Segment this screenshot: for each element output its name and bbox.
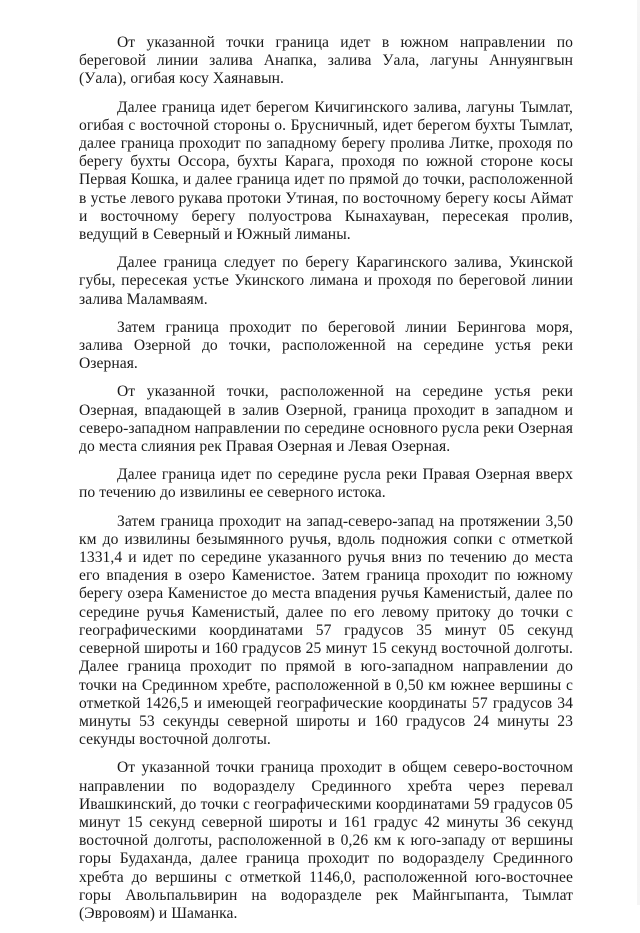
paragraph-1: От указанной точки граница идет в южном направлении по береговой линии залива Анапка, залива Уала, лагуны Аннуянгвын (Уала), огибая косу Хаянавын. xyxy=(79,34,573,88)
paragraph-7: Затем граница проходит на запад-северо-запад на протяжении 3,50 км до извилины безымянного ручья, вдоль подножия сопки с отметкой 1331,4 и идет по середине указанного ручья вниз по течению до места его впадения в озеро Каменистое. Затем граница проходит по южному берегу озера Каменистое до места впадения ручья Каменистый, далее по середине ручья Каменистый, далее по его левому притоку до точки с географическими координатами 57 градусов 35 минут 05 секунд северной широты и 160 градусов 25 минут 15 секунд восточной долготы. Далее граница проходит по прямой в юго-западном направлении до точки на Срединном хребте, расположенной в 0,50 км южнее вершины с отметкой 1426,5 и имеющей географические координаты 57 градусов 34 минуты 53 секунды северной широты и 160 градусов 24 минуты 23 секунды восточной долготы. xyxy=(79,512,573,749)
document-body xyxy=(79,34,573,933)
paragraph-6: Далее граница идет по середине русла реки Правая Озерная вверх по течению до извилины ее северного истока. xyxy=(79,466,573,502)
paragraph-5: От указанной точки, расположенной на середине устья реки Озерная, впадающей в залив Озерной, граница проходит в западном и северо-западном направлении по середине основного русла реки Озерная до места слияния рек Правая Озерная и Левая Озерная. xyxy=(79,383,573,456)
paragraph-4: Затем граница проходит по береговой линии Берингова моря, залива Озерной до точки, расположенной на середине устья реки Озерная. xyxy=(79,318,573,373)
paragraph-2: Далее граница идет берегом Кичигинского залива, лагуны Тымлат, огибая с восточной стороны о. Брусничный, идет берегом бухты Тымлат, далее граница проходит по западному берегу пролива Литке, проходя по берегу бухты Оссора, бухты Карага, проходя по южной стороне косы Первая Кошка, и далее граница идет по прямой до точки, расположенной в устье левого рукава протоки Утиная, по восточному берегу косы Аймат и восточному берегу полуострова Кынахауван, пересекая пролив, ведущий в Северный и Южный лиманы. xyxy=(79,98,573,244)
paragraph-8: От указанной точки граница проходит в общем северо-восточном направлении по водоразделу Срединного хребта через перевал Ивашкинский, до точки с географическими координатами 59 градусов 05 минут 15 секунд северной широты и 161 градус 42 минуты 36 секунд восточной долготы, расположенной в 0,26 км к юго-западу от вершины горы Будаханда, далее граница проходит по водоразделу Срединного хребта до вершины с отметкой 1146,0, расположенной юго-восточнее горы Авольпальвирин на водоразделе рек Майнгыпанта, Тымлат (Эвровоям) и Шаманка. xyxy=(79,759,573,922)
paragraph-3: Далее граница следует по берегу Карагинского залива, Укинской губы, пересекая устье Укинского лимана и проходя по береговой линии залива Маламваям. xyxy=(79,254,573,308)
